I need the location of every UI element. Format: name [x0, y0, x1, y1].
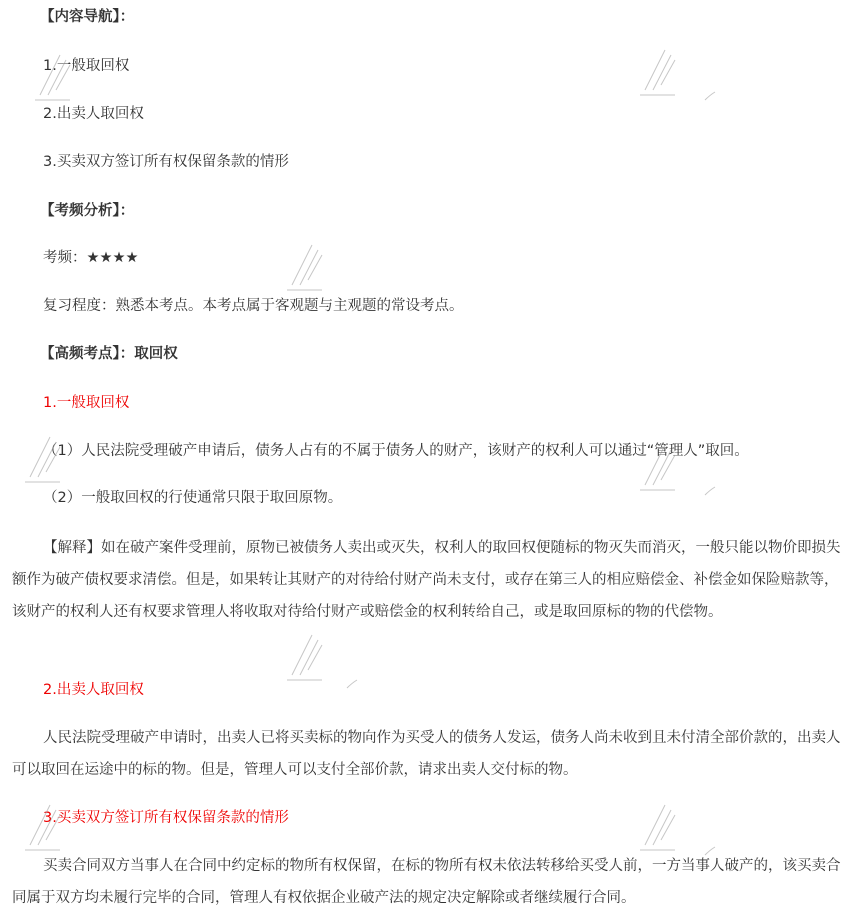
watermark-icon — [30, 50, 120, 110]
watermark-icon — [20, 800, 110, 860]
nav-item-2[interactable]: 2.出卖人取回权 — [43, 106, 144, 122]
section3-title: 3.买卖双方签订所有权保留条款的情形 — [43, 810, 289, 826]
watermark-icon — [282, 630, 372, 690]
watermark-icon — [20, 432, 110, 492]
freq-line: 考频：★★★★ — [43, 250, 139, 266]
nav-heading: 【内容导航】： — [40, 9, 135, 25]
review-line: 复习程度：熟悉本考点。本考点属于客观题与主观题的常设考点。 — [43, 298, 464, 314]
nav-item-3[interactable]: 3.买卖双方签订所有权保留条款的情形 — [43, 154, 289, 170]
freq-heading: 【考频分析】： — [40, 203, 135, 219]
section1-p1: （1）人民法院受理破产申请后，债务人占有的不属于债务人的财产，该财产的权利人可以通过“管理人”取回。 — [43, 443, 749, 459]
section2-title: 2.出卖人取回权 — [43, 682, 144, 698]
nav-item-1[interactable]: 1.一般取回权 — [43, 58, 130, 74]
watermark-icon — [635, 45, 725, 105]
section1-p2: （2）一般取回权的行使通常只限于取回原物。 — [43, 490, 343, 506]
hot-heading: 【高频考点】：取回权 — [40, 346, 178, 362]
section3-p1: 买卖合同双方当事人在合同中约定标的物所有权保留，在标的物所有权未依法转移给买受人前，一方当事人破产的，该买卖合同属于双方均未履行完毕的合同，管理人有权依据企业破产法的规定决定解除或者继续履行合同。 — [12, 858, 841, 906]
watermark-icon — [635, 440, 725, 500]
watermark-icon — [282, 240, 372, 300]
section1-explain: 【解释】如在破产案件受理前，原物已被债务人卖出或灭失，权利人的取回权便随标的物灭失而消灭，一般只能以物价即损失额作为破产债权要求清偿。但是，如果转让其财产的对待给付财产尚未支付，或存在第三人的相应赔偿金、补偿金如保险赔款等，该财产的权利人还有权要求管理人将收取对待给付财产或赔偿金的权利转给自己，或是取回原标的物的代偿物。 — [12, 540, 841, 620]
section1-title: 1.一般取回权 — [43, 395, 130, 411]
section2-p1: 人民法院受理破产申请时，出卖人已将买卖标的物向作为买受人的债务人发运，债务人尚未收到且未付清全部价款的，出卖人可以取回在运途中的标的物。但是，管理人可以支付全部价款，请求出卖人交付标的物。 — [12, 730, 841, 778]
watermark-icon — [635, 800, 725, 860]
